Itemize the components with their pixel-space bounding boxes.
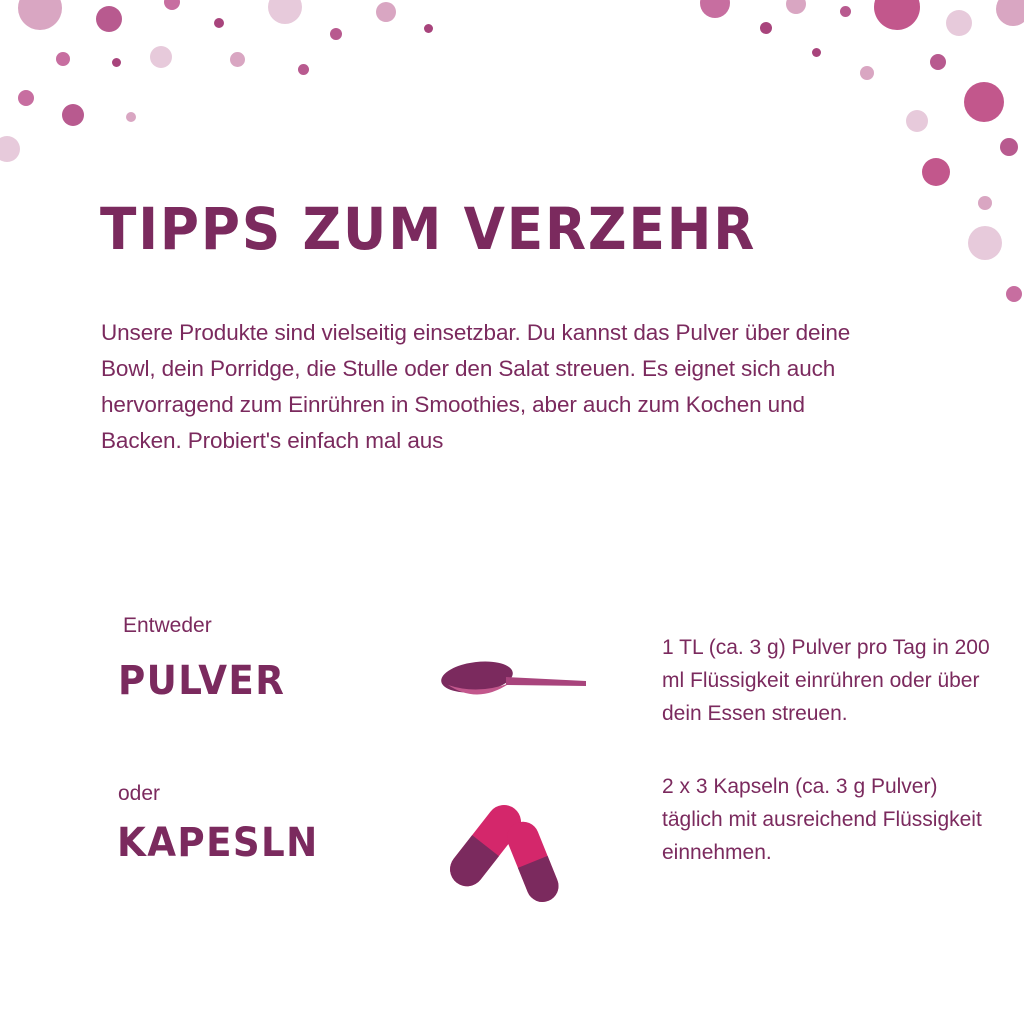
confetti-dot (786, 0, 806, 14)
confetti-dot (760, 22, 772, 34)
confetti-dot (126, 112, 136, 122)
confetti-dot (298, 64, 309, 75)
confetti-dot (874, 0, 920, 30)
confetti-dot (150, 46, 172, 68)
confetti-dot (996, 0, 1024, 26)
confetti-dot (922, 158, 950, 186)
confetti-dot (112, 58, 121, 67)
intro-paragraph: Unsere Produkte sind vielseitig einsetzbar. Du kannst das Pulver über deine Bowl, dein Porridge, die Stulle oder den Salat streuen. Es eignet sich auch hervorragend zum Einrühren in Smoothies, aber auch zum Kochen und Backen. Probiert's einfach mal aus (101, 319, 851, 453)
option-connector-label: Entweder (123, 614, 212, 637)
capsules-icon (440, 798, 570, 913)
page-title: TIPPS ZUM VERZEHR (100, 194, 757, 263)
confetti-dot (424, 24, 433, 33)
option-title-powder: PULVER (118, 658, 286, 704)
option-title-capsules: KAPESLN (117, 820, 319, 866)
confetti-dot (968, 226, 1002, 260)
confetti-dot (18, 90, 34, 106)
option-connector-label: oder (118, 782, 161, 805)
option-description-capsules: 2 x 3 Kapseln (ca. 3 g Pulver) täglich mit ausreichend Flüssigkeit einnehmen. (662, 775, 982, 864)
confetti-dot (1006, 286, 1022, 302)
option-description-powder: 1 TL (ca. 3 g) Pulver pro Tag in 200 ml Flüssigkeit einrühren oder über dein Essen streuen. (662, 636, 990, 725)
confetti-dot (230, 52, 245, 67)
confetti-dot (964, 82, 1004, 122)
confetti-dot (268, 0, 302, 24)
confetti-dot (930, 54, 946, 70)
confetti-dot (0, 136, 20, 162)
confetti-dot (906, 110, 928, 132)
confetti-dot (946, 10, 972, 36)
confetti-dot (18, 0, 62, 30)
option-powder (0, 600, 1024, 770)
confetti-dot (860, 66, 874, 80)
confetti-dot (1000, 138, 1018, 156)
confetti-dot (56, 52, 70, 66)
confetti-dot (978, 196, 992, 210)
spoon-icon (440, 655, 590, 720)
confetti-dot (840, 6, 851, 17)
usage-options (0, 600, 1024, 940)
confetti-dot (812, 48, 821, 57)
confetti-dot (330, 28, 342, 40)
confetti-dot (700, 0, 730, 18)
confetti-dot (164, 0, 180, 10)
confetti-dot (62, 104, 84, 126)
confetti-dot (96, 6, 122, 32)
confetti-dot (376, 2, 396, 22)
confetti-dot (214, 18, 224, 28)
option-capsules (0, 770, 1024, 940)
